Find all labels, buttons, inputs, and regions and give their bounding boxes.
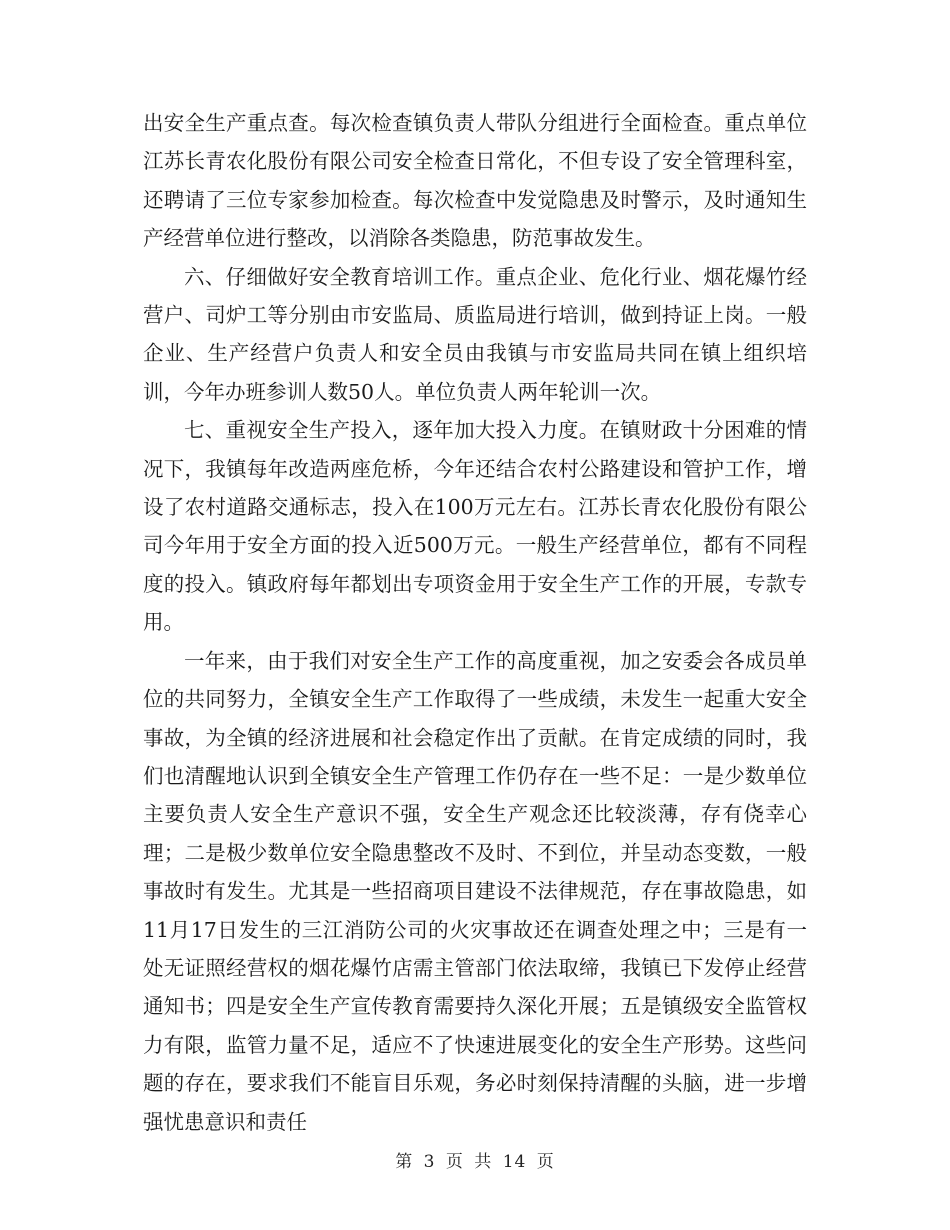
paragraph-year-summary: 一年来，由于我们对安全生产工作的高度重视，加之安委会各成员单位的共同努力，全镇安全生产工作取得了一些成绩，未发生一起重大安全事故，为全镇的经济进展和社会稳定作出了贡献。在肯定成绩的同时，我们也清醒地认识到全镇安全生产管理工作仍存在一些不足：一是少数单位主要负责人安全生产意识不强，安全生产观念还比较淡薄，存有侥幸心理；二是极少数单位安全隐患整改不及时、不到位，并呈动态变数，一般事故时有发生。尤其是一些招商项目建设不法律规范，存在事故隐患，如11月17日发生的三江消防公司的火灾事故还在调查处理之中；三是有一处无证照经营权的烟花爆竹店需主管部门依法取缔，我镇已下发停止经营通知书；四是安全生产宣传教育需要持久深化开展；五是镇级安全监管权力有限，监管力量不足，适应不了快速进展变化的安全生产形势。这些问题的存在，要求我们不能盲目乐观，务必时刻保持清醒的头脑，进一步增强忧患意识和责任 xyxy=(143,648,807,1134)
paragraph-safety-training: 六、仔细做好安全教育培训工作。重点企业、危化行业、烟花爆竹经营户、司炉工等分别由市安监局、质监局进行培训，做到持证上岗。一般企业、生产经营户负责人和安全员由我镇与市安监局共同在镇上组织培训，今年办班参训人数50人。单位负责人两年轮训一次。 xyxy=(143,264,807,404)
document-body xyxy=(143,104,807,1141)
paragraph-safety-investment: 七、重视安全生产投入，逐年加大投入力度。在镇财政十分困难的情况下，我镇每年改造两座危桥，今年还结合农村公路建设和管护工作，增设了农村道路交通标志，投入在100万元左右。江苏长青农化股份有限公司今年用于安全方面的投入近500万元。一般生产经营单位，都有不同程度的投入。镇政府每年都划出专项资金用于安全生产工作的开展，专款专用。 xyxy=(143,418,807,635)
paragraph-continuation: 出安全生产重点查。每次检查镇负责人带队分组进行全面检查。重点单位江苏长青农化股份有限公司安全检查日常化，不但专设了安全管理科室，还聘请了三位专家参加检查。每次检查中发觉隐患及时警示，及时通知生产经营单位进行整改，以消除各类隐患，防范事故发生。 xyxy=(143,111,807,251)
page-number-footer: 第 3 页 共 14 页 xyxy=(395,1152,555,1172)
